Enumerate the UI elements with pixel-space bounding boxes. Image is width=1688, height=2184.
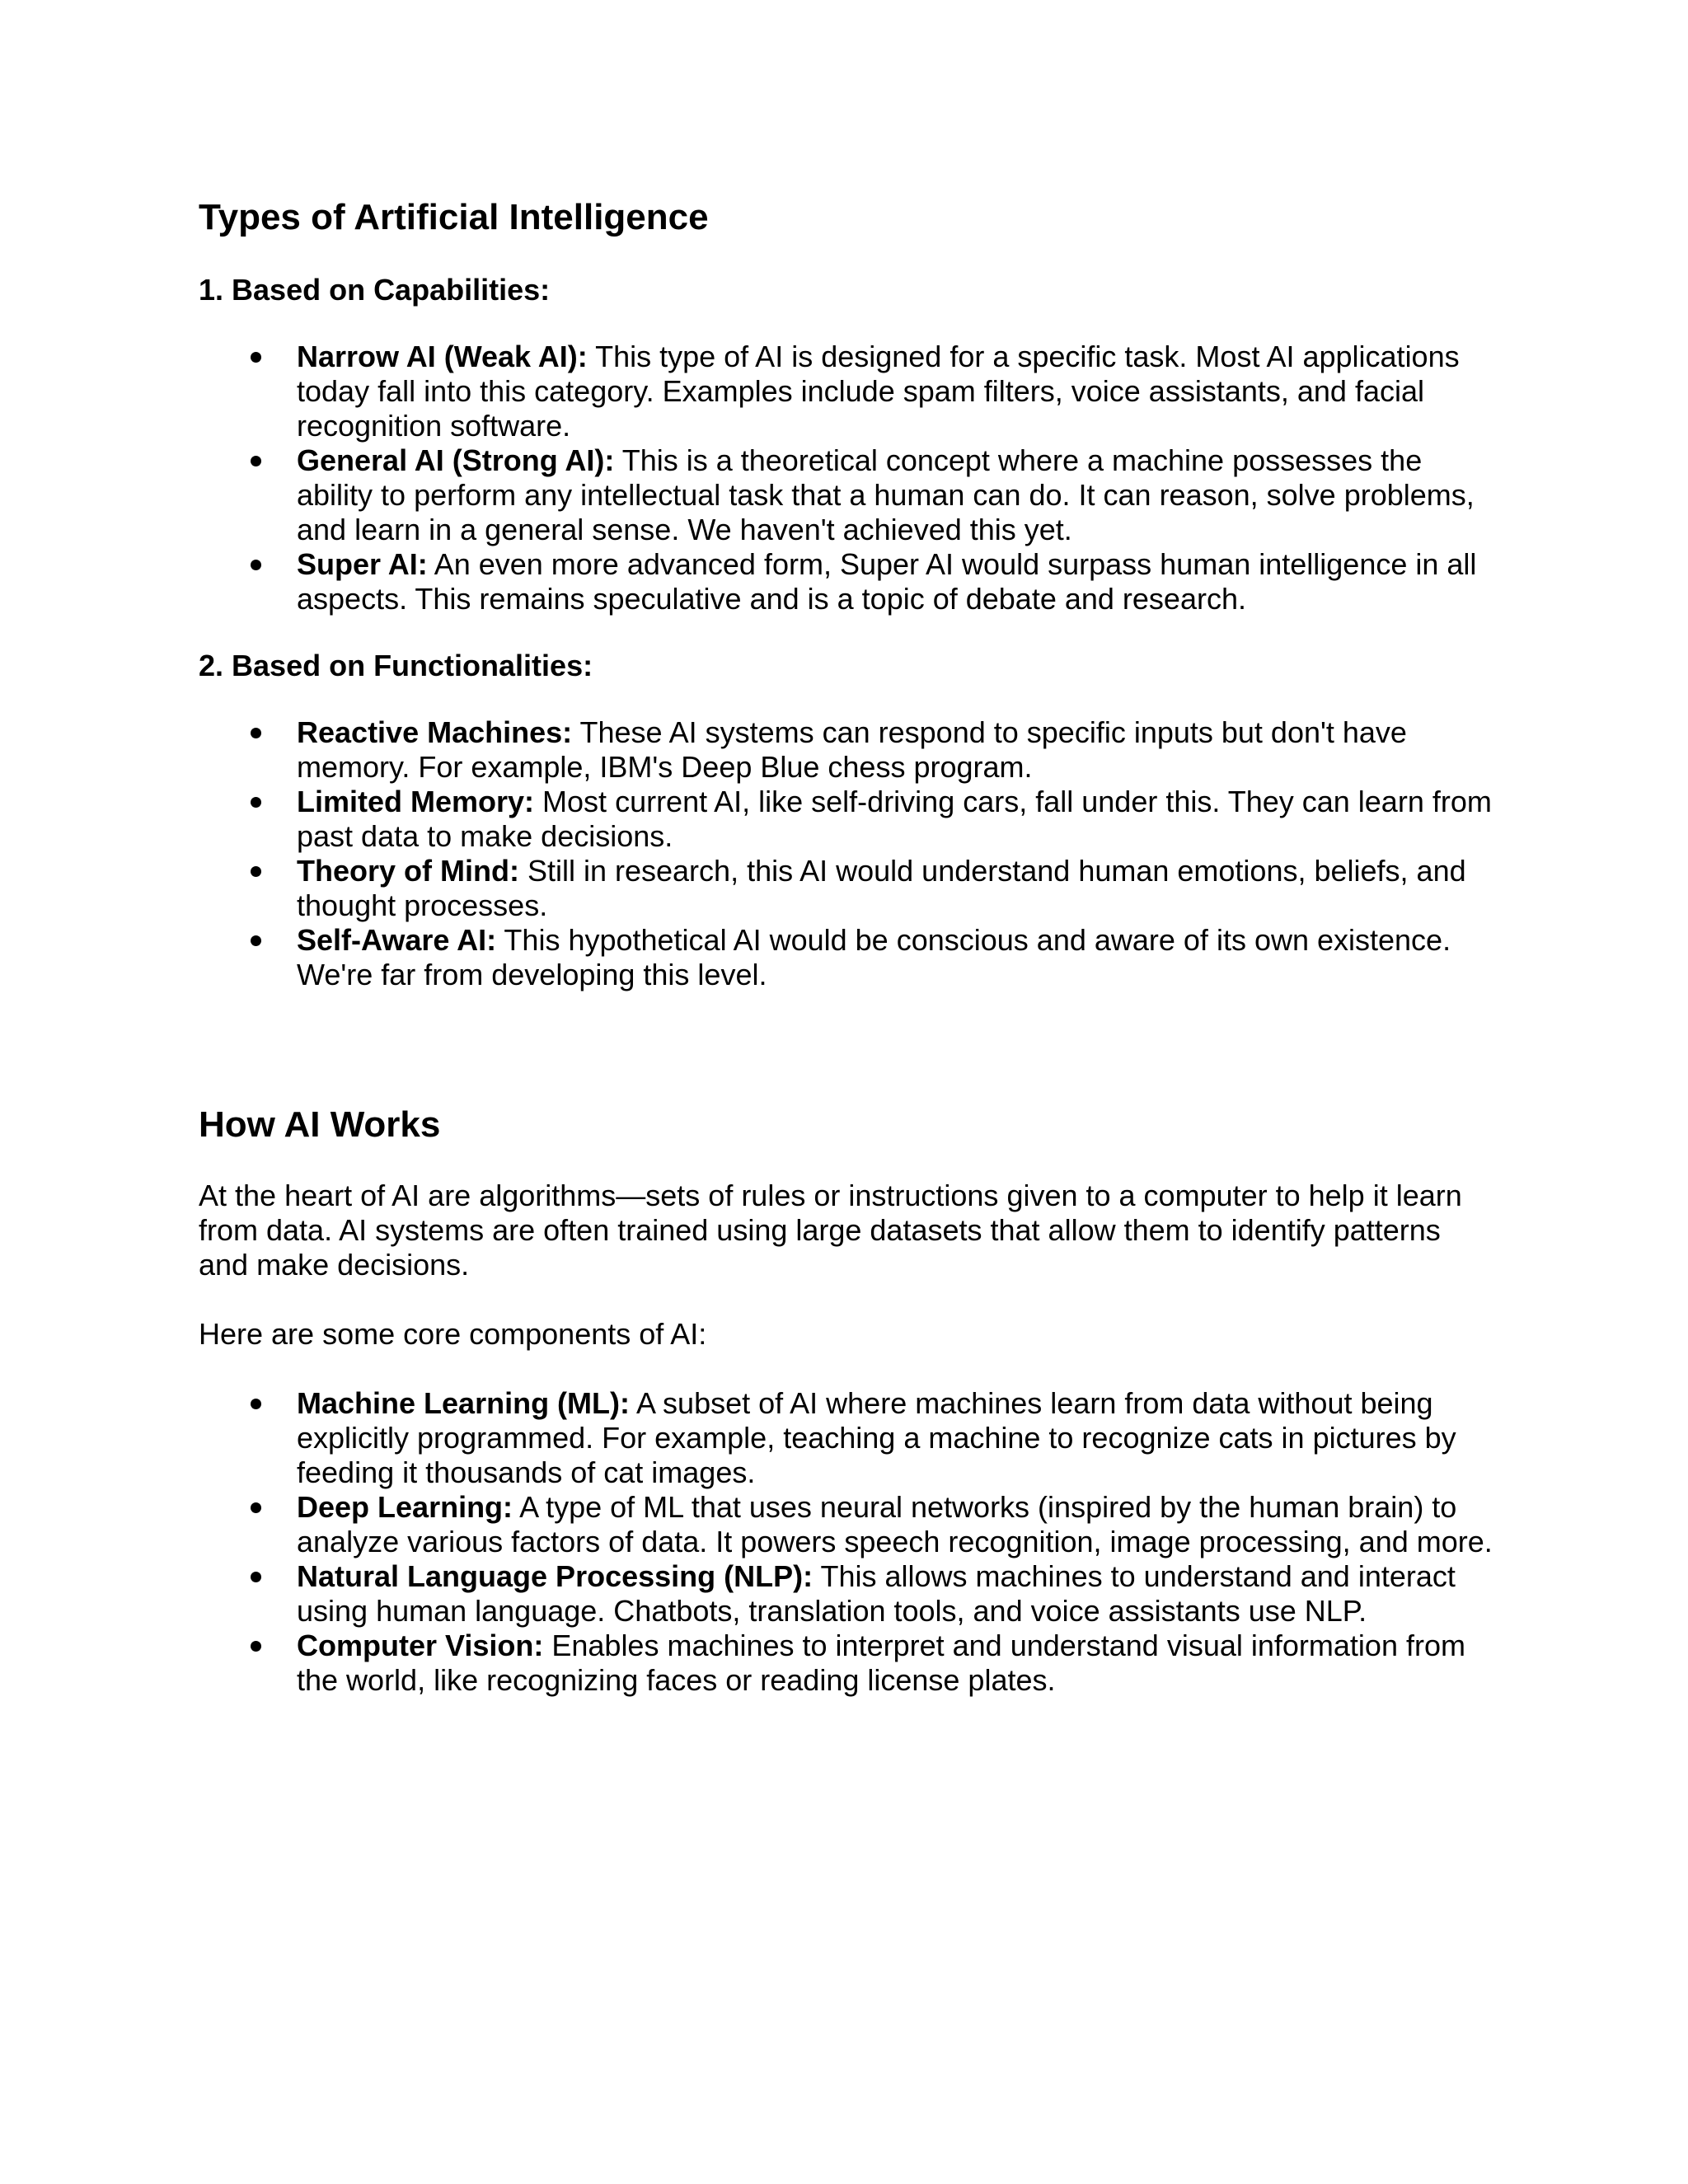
list-item-text: An even more advanced form, Super AI would surpass human intelligence in all aspects. This remains speculative and is a topic of debate and research. xyxy=(297,547,1477,616)
list-item-term: Natural Language Processing (NLP): xyxy=(297,1559,814,1593)
list-item-text: This is a theoretical concept where a machine possesses the ability to perform any intellectual task that a human can do. It can reason, solve problems, and learn in a general sense. We haven't achieved this yet. xyxy=(297,443,1475,546)
bullet-icon xyxy=(251,1641,261,1652)
bullet-icon xyxy=(251,866,261,877)
list-item-term: Limited Memory: xyxy=(297,785,535,818)
list-item-term: Machine Learning (ML): xyxy=(297,1386,630,1420)
list-item-text: This type of AI is designed for a specific task. Most AI applications today fall into this category. Examples include spam filters, voice assistants, and facial recognition software. xyxy=(297,340,1460,443)
list-item-term: Theory of Mind: xyxy=(297,854,519,888)
list-item-text: Most current AI, like self-driving cars, fall under this. They can learn from past data to make decisions. xyxy=(297,785,1492,853)
intro-paragraph: At the heart of AI are algorithms—sets of rules or instructions given to a computer to help it learn from data. AI systems are often trained using large datasets that allow them to identify patterns and make decisions. xyxy=(199,1179,1462,1282)
bullet-icon xyxy=(251,1399,261,1409)
list-item xyxy=(199,443,1493,547)
list-item xyxy=(199,1490,1493,1559)
bullet-icon xyxy=(251,797,261,808)
list-item-term: Reactive Machines: xyxy=(297,715,573,749)
capabilities-list xyxy=(199,340,1493,616)
bullet-icon xyxy=(251,728,261,738)
list-item-term: General AI (Strong AI): xyxy=(297,443,615,477)
list-item xyxy=(199,547,1493,616)
core-components-list xyxy=(199,1386,1493,1698)
list-item-text: A subset of AI where machines learn from data without being explicitly programmed. For example, teaching a machine to recognize cats in pictures by feeding it thousands of cat images. xyxy=(297,1386,1456,1489)
list-item-text: This hypothetical AI would be conscious and aware of its own existence. We're far from developing this level. xyxy=(297,923,1451,991)
list-item xyxy=(199,1559,1493,1629)
list-item-term: Super AI: xyxy=(297,547,428,581)
bullet-icon xyxy=(251,352,261,363)
list-item-text: A type of ML that uses neural networks (inspired by the human brain) to analyze various factors of data. It powers speech recognition, image processing, and more. xyxy=(297,1490,1493,1558)
subsection-heading-functionalities: 2. Based on Functionalities: xyxy=(199,649,593,682)
list-item xyxy=(199,923,1493,992)
bullet-icon xyxy=(251,1502,261,1513)
list-item-text: These AI systems can respond to specific inputs but don't have memory. For example, IBM's Deep Blue chess program. xyxy=(297,715,1407,784)
functionalities-list xyxy=(199,715,1493,992)
components-intro: Here are some core components of AI: xyxy=(199,1317,707,1351)
list-item-text: This allows machines to understand and interact using human language. Chatbots, translation tools, and voice assistants use NLP. xyxy=(297,1559,1456,1628)
list-item-text: Still in research, this AI would understand human emotions, beliefs, and thought processes. xyxy=(297,854,1466,922)
list-item-text: Enables machines to interpret and understand visual information from the world, like recognizing faces or reading license plates. xyxy=(297,1629,1465,1697)
list-item-term: Computer Vision: xyxy=(297,1629,544,1662)
subsection-heading-capabilities: 1. Based on Capabilities: xyxy=(199,273,551,307)
list-item-term: Narrow AI (Weak AI): xyxy=(297,340,588,373)
bullet-icon xyxy=(251,935,261,946)
bullet-icon xyxy=(251,1572,261,1582)
bullet-icon xyxy=(251,560,261,570)
section-title-how-ai-works: How AI Works xyxy=(199,1104,441,1145)
list-item-term: Deep Learning: xyxy=(297,1490,513,1524)
bullet-icon xyxy=(251,456,261,466)
list-item xyxy=(199,854,1493,923)
list-item-term: Self-Aware AI: xyxy=(297,923,497,957)
list-item xyxy=(199,340,1493,443)
section-title-types: Types of Artificial Intelligence xyxy=(199,197,709,237)
list-item xyxy=(199,1386,1493,1490)
list-item xyxy=(199,785,1493,854)
list-item xyxy=(199,715,1493,785)
list-item xyxy=(199,1629,1493,1698)
